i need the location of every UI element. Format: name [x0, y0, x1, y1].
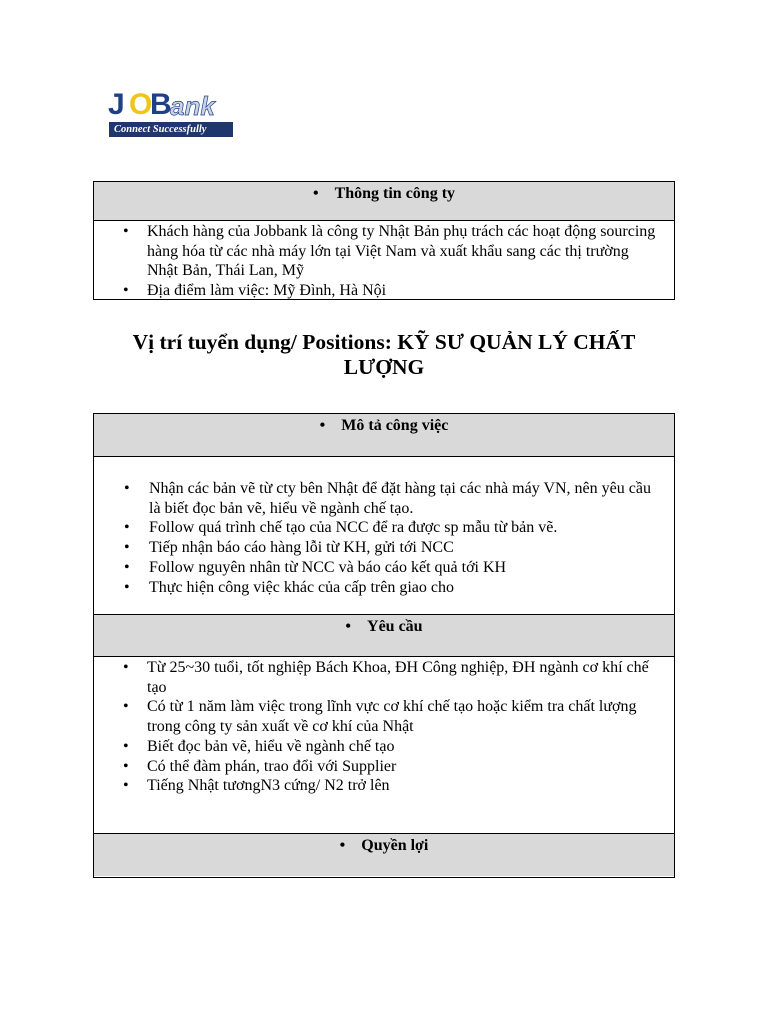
bullet-icon: •	[345, 618, 352, 635]
job-details-table	[93, 413, 675, 878]
requirements-header	[94, 615, 674, 657]
benefits-header	[94, 834, 674, 876]
logo-letter-o: O	[129, 88, 153, 121]
company-info-list	[94, 222, 674, 301]
list-item: • Có thể đàm phán, trao đổi với Supplier	[94, 757, 674, 777]
requirements-header-label: Yêu cầu	[367, 618, 423, 635]
list-item: • Follow nguyên nhân từ NCC và báo cáo kết quả tới KH	[94, 558, 674, 578]
benefits-header-label: Quyền lợi	[361, 837, 429, 854]
requirements-body	[94, 657, 674, 834]
company-info-header-label: Thông tin công ty	[334, 185, 456, 202]
company-info-body	[94, 221, 674, 299]
job-description-header-label: Mô tả công việc	[341, 417, 449, 434]
list-item: • Nhận các bản vẽ từ cty bên Nhật để đặt hàng tại các nhà máy VN, nên yêu cầu là biết đọc bản vẽ, hiểu về ngành chế tạo.	[94, 479, 674, 518]
logo-letters-ank: ank	[170, 91, 215, 121]
logo-wordmark	[108, 88, 234, 120]
list-item: • Khách hàng của Jobbank là công ty Nhật Bản phụ trách các hoạt động sourcing hàng hóa từ các nhà máy lớn tại Việt Nam và xuất khẩu sang các thị trường Nhật Bản, Thái Lan, Mỹ	[94, 222, 674, 281]
list-item: • Follow quá trình chế tạo của NCC để ra được sp mẫu từ bản vẽ.	[94, 518, 674, 538]
jobbank-logo	[108, 88, 234, 138]
position-title: Vị trí tuyển dụng/ Positions: KỸ SƯ QUẢN LÝ CHẤT LƯỢNG	[132, 330, 636, 379]
list-item: • Thực hiện công việc khác của cấp trên giao cho	[94, 578, 674, 598]
list-item: • Tiếp nhận báo cáo hàng lỗi từ KH, gửi tới NCC	[94, 538, 674, 558]
bullet-icon: •	[319, 417, 326, 434]
logo-tagline: Connect Successfully	[109, 122, 233, 137]
job-description-list	[94, 479, 674, 597]
job-description-body	[94, 457, 674, 615]
bullet-icon: •	[339, 837, 346, 854]
company-info-header	[94, 182, 674, 221]
logo-letter-b: B	[150, 88, 172, 121]
logo-letter-j: J	[108, 88, 124, 121]
list-item: • Tiếng Nhật tươngN3 cứng/ N2 trở lên	[94, 776, 674, 796]
requirements-list	[94, 658, 674, 796]
job-description-header	[94, 414, 674, 457]
bullet-icon: •	[312, 185, 319, 202]
list-item: • Biết đọc bản vẽ, hiểu về ngành chế tạo	[94, 737, 674, 757]
company-info-table	[93, 181, 675, 300]
list-item: • Địa điểm làm việc: Mỹ Đình, Hà Nội	[94, 281, 674, 301]
list-item: • Từ 25~30 tuổi, tốt nghiệp Bách Khoa, ĐH Công nghiệp, ĐH ngành cơ khí chế tạo	[94, 658, 674, 697]
list-item: • Có từ 1 năm làm việc trong lĩnh vực cơ khí chế tạo hoặc kiểm tra chất lượng trong công ty sản xuất về cơ khí của Nhật	[94, 697, 674, 736]
